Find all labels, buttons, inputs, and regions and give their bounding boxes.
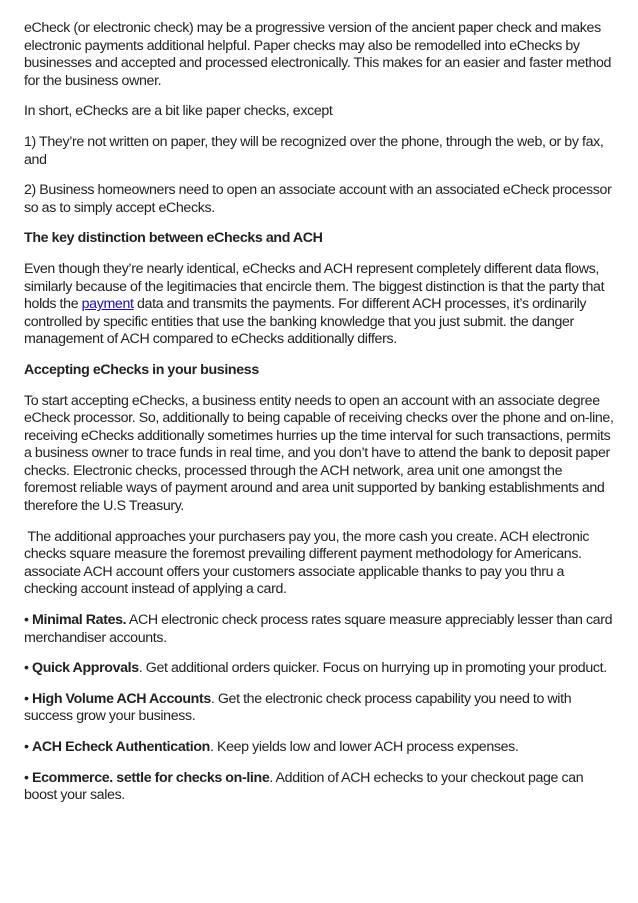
bullet-label: ACH Echeck Authentication bbox=[32, 739, 210, 755]
bullet-text: ACH electronic check process rates square measure appreciably lesser than card merchandiser accounts. bbox=[24, 612, 613, 646]
bullet-label: Quick Approvals bbox=[32, 660, 139, 677]
intro-paragraph: eCheck (or electronic check) may be a progressive version of the ancient paper check and makes electronic payments additional helpful. Paper checks may also be remodelled into eChecks by businesses and accepted and processed electronically. This makes for an easier and faster method for the business owner. bbox=[24, 20, 612, 89]
additional-approaches-paragraph: The additional approaches your purchasers pay you, the more cash you create. ACH electronic checks square measure the foremost prevailing different payment methodology for Americans. associate ACH account offers your customers associate applicable thanks to pay you thru a checking account instead of applying a card. bbox=[24, 528, 593, 598]
bullet-high-volume bbox=[24, 691, 615, 726]
bullet-label: Minimal Rates. bbox=[32, 612, 127, 629]
bullet-marker: • bbox=[24, 769, 33, 786]
bullet-marker: • bbox=[24, 660, 33, 677]
bullet-marker: • bbox=[24, 739, 33, 755]
bullet-text: . Get the electronic check process capability you need to with success grow your business. bbox=[24, 690, 572, 725]
bullet-text: . Addition of ACH echecks to your checkout page can boost your sales. bbox=[24, 769, 584, 804]
accepting-paragraph: To start accepting eChecks, a business entity needs to open an account with an associate degree eCheck processor. So, additionally to being capable of receiving checks over the phone and on-line, receiving eChecks additionally sometimes hurries up the time interval for such transactions, permits a business owner to trace funds in real time, and you don’t have to attend the bank to deposit paper checks. Electronic checks, processed through the ACH network, area unit one amongst the foremost reliable ways of payment around and area unit supported by banking establishments and therefore the U.S Treasury. bbox=[24, 392, 614, 515]
in-short-paragraph: In short, eChecks are a bit like paper checks, except bbox=[24, 103, 333, 120]
payment-link[interactable]: payment bbox=[81, 296, 134, 313]
bullet-text: . Keep yields low and lower ACH process expenses. bbox=[209, 739, 519, 755]
distinction-paragraph bbox=[24, 261, 615, 349]
distinction-heading: The key distinction between eChecks and ACH bbox=[24, 230, 323, 247]
bullet-label: High Volume ACH Accounts bbox=[32, 690, 211, 707]
bullet-echeck-authentication bbox=[24, 739, 615, 757]
bullet-quick-approvals bbox=[24, 660, 615, 678]
bullet-minimal-rates bbox=[24, 612, 615, 647]
point-two-paragraph: 2) Business homeowners need to open an associate account with an associated eCheck processor so as to simply accept eChecks. bbox=[24, 182, 612, 216]
accepting-heading: Accepting eChecks in your business bbox=[24, 361, 259, 378]
bullet-marker: • bbox=[24, 690, 33, 707]
bullet-ecommerce bbox=[24, 770, 615, 805]
bullet-marker: • bbox=[24, 612, 33, 629]
point-one-paragraph: 1) They’re not written on paper, they will be recognized over the phone, through the web, or by fax, and bbox=[24, 133, 604, 168]
distinction-text-after-link: data and transmits the payments. For different ACH processes, it’s ordinarily controlled by specific entities that use the banking knowledge that you just submit. the danger management of ACH compared to eChecks additionally differs. bbox=[24, 296, 587, 348]
distinction-text-before-link: Even though they’re nearly identical, eChecks and ACH represent completely different data flows, similarly because of the legitimacies that encircle them. The biggest distinction is that the party that holds the bbox=[24, 260, 605, 313]
bullet-label: Ecommerce. settle for checks on-line bbox=[32, 769, 270, 786]
bullet-text: . Get additional orders quicker. Focus on hurrying up in promoting your product. bbox=[138, 660, 607, 677]
